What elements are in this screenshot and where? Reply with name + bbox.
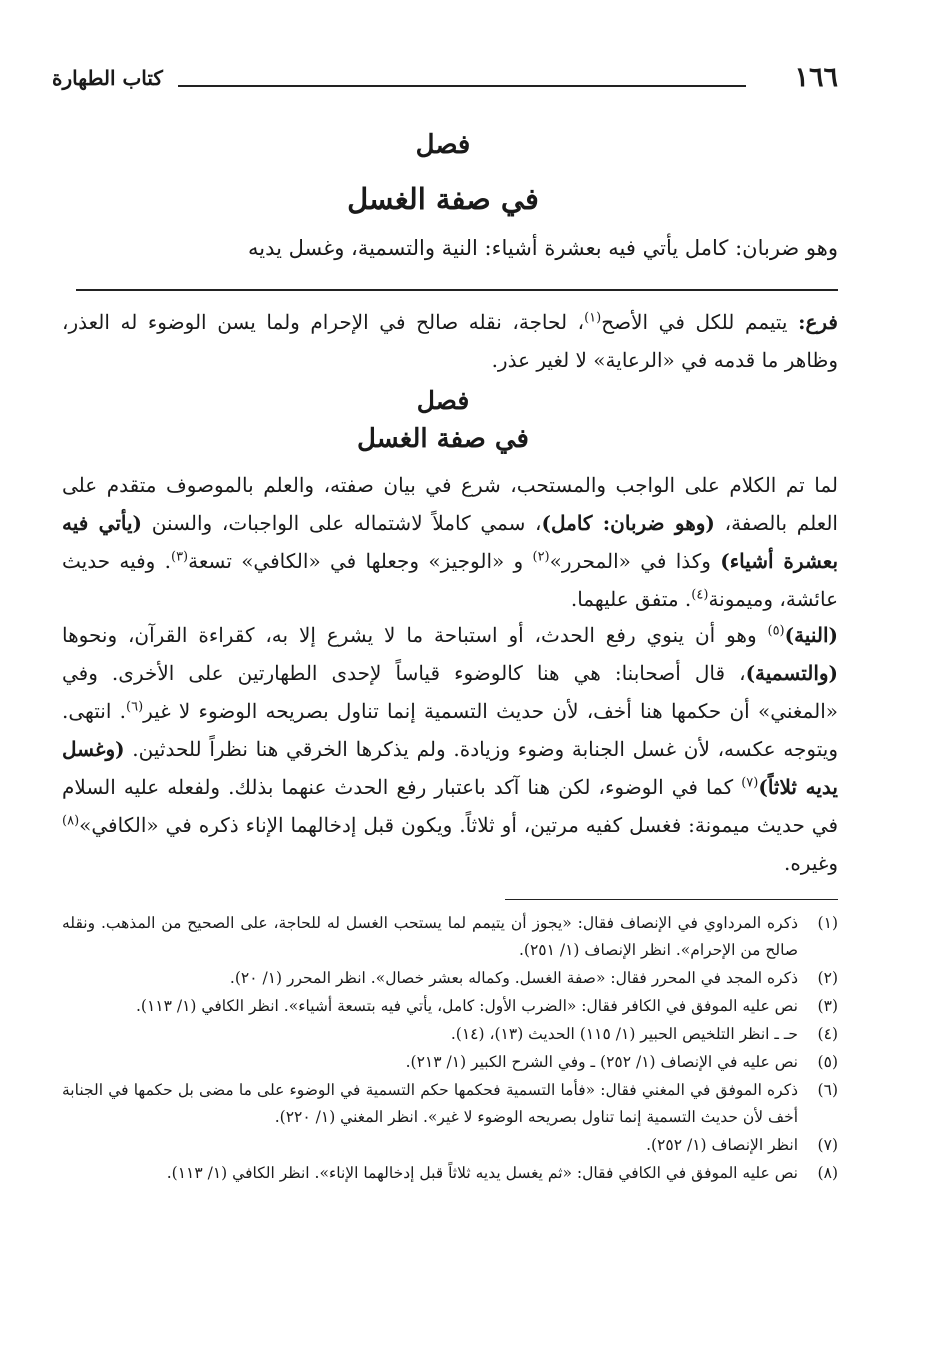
matn-heading-fasl: فصل bbox=[415, 130, 471, 160]
matn-quote: (وهو ضربان: كامل) bbox=[541, 511, 715, 535]
footnote-number: (٦) bbox=[817, 1081, 838, 1099]
footnote-text: نص عليه الموفق في الكافي فقال: «ثم يغسل يديه ثلاثاً قبل إدخالهما الإناء». انظر الكافي (١/ ١١٣). bbox=[166, 1164, 798, 1182]
matn-quote: (وغسل يديه ثلاثاً) bbox=[62, 737, 838, 799]
footnote bbox=[62, 910, 838, 964]
far-label: فرع: bbox=[798, 310, 838, 334]
footnote bbox=[62, 1049, 838, 1076]
footnote-text: ذكره المرداوي في الإنصاف فقال: «يجوز أن يتيمم لما يستحب الغسل له للحاجة، على الصحيح من المذهب. ونقله صالح من الإحرام». انظر الإنصاف (١/ ٢٥١). bbox=[62, 914, 798, 959]
footnotes bbox=[62, 910, 838, 1188]
footnote-number: (٢) bbox=[817, 969, 838, 987]
footnote bbox=[62, 1132, 838, 1159]
footnote-ref-3: (٣) bbox=[170, 549, 189, 565]
footnote-ref-1: (١) bbox=[584, 310, 602, 326]
footnote-ref-6: (٦) bbox=[126, 699, 144, 715]
far-paragraph: فرع: يتيمم للكل في الأصح$^{(١)}$، لحاجة، نقله صالح في الإحرام ولما يسن الوضوء له العذر، وظاهر ما قدمه في «الرعاية» لا لغير عذر. bbox=[62, 310, 838, 372]
page-number: ١٦٦ bbox=[794, 62, 838, 93]
matn-quote: (النية) bbox=[784, 623, 838, 647]
commentary-paragraph-2: (النية)$^{(٥)}$ وهو أن ينوي رفع الحدث، أو استباحة ما لا يشرع إلا به، كقراءة القرآن، ونحوها (والتسمية)، قال أصحابنا: هي هنا كالوضوء قياساً لإحدى الطهارتين على الأخرى. وفي «المغني» أن حكمها هنا أخف، لأن حديث التسمية إنما تناول بصريحه الوضوء لا غير$^{(٦)}$. انتهى. ويتوجه عكسه، لأن غسل الجنابة وضوء وزيادة. ولم يذكرها الخرقي هنا نظراً للحدثين. (وغسل يديه ثلاثاً)$^{(٧)}$ كما في الوضوء، لكن هنا آكد باعتبار رفع الحدث عنهما بذلك. ولفعله عليه السلام في حديث ميمونة: فغسل كفيه مرتين، أو ثلاثاً. ويكون قبل إدخالهما الإناء ذكره في «الكافي»$^{(٨)}$ وغيره. bbox=[62, 623, 839, 875]
footnote-text: حـ ـ انظر التلخيص الحبير (١/ ١١٥) الحديث (١٣)، (١٤). bbox=[450, 1025, 798, 1043]
section-heading-title: في صفة الغسل bbox=[357, 424, 529, 454]
footnote-ref-8: (٨) bbox=[62, 813, 80, 829]
running-header bbox=[48, 58, 838, 98]
footnote-number: (١) bbox=[817, 914, 838, 932]
footnote-ref-7: (٧) bbox=[741, 775, 759, 791]
footnote bbox=[62, 1021, 838, 1048]
footnote-number: (٣) bbox=[817, 997, 838, 1015]
matn-separator-rule bbox=[76, 289, 838, 291]
footnote-text: نص عليه الموفق في الكافر فقال: «الضرب الأول: كامل، يأتي فيه بتسعة أشياء». انظر الكافي (١/ ١١٣). bbox=[135, 997, 798, 1015]
matn-heading-title: في صفة الغسل bbox=[347, 182, 539, 216]
footnote bbox=[62, 993, 838, 1020]
footnote bbox=[62, 1077, 838, 1131]
footnote bbox=[62, 1160, 838, 1187]
matn-quote: (والتسمية) bbox=[745, 661, 838, 685]
footnote bbox=[62, 965, 838, 992]
footnote-ref-2: (٢) bbox=[532, 549, 550, 565]
footnote-ref-4: (٤) bbox=[691, 587, 709, 603]
book-title: كتاب الطهارة bbox=[52, 66, 163, 90]
footnote-ref-5: (٥) bbox=[767, 623, 785, 639]
section-heading-fasl: فصل bbox=[416, 386, 470, 415]
footnote-text: ذكره المجد في المحرر فقال: «صفة الغسل. وكماله بعشر خصال». انظر المحرر (١/ ٢٠). bbox=[229, 969, 798, 987]
footnote-text: نص عليه في الإنصاف (١/ ٢٥٢) ـ وفي الشرح الكبير (١/ ٢١٣). bbox=[405, 1053, 798, 1071]
footnote-number: (٧) bbox=[817, 1136, 838, 1154]
matn-text: وهو ضربان: كامل يأتي فيه بعشرة أشياء: النية والتسمية، وغسل يديه bbox=[247, 236, 838, 260]
footnote-number: (٤) bbox=[817, 1025, 838, 1043]
footnote-number: (٨) bbox=[817, 1164, 838, 1182]
header-rule bbox=[178, 85, 746, 87]
footnote-text: انظر الإنصاف (١/ ٢٥٢). bbox=[646, 1136, 798, 1154]
footnote-text: ذكره الموفق في المغني فقال: «فأما التسمية فحكمها حكم التسمية في الوضوء على ما مضى بل حكمها في الجنابة أخف لأن حديث التسمية إنما تناول بصريحه الوضوء لا غير». انظر المغني (١/ ٢٢٠). bbox=[62, 1081, 798, 1126]
commentary-paragraph-1: لما تم الكلام على الواجب والمستحب، شرع في بيان صفته، والعلم بالموصوف متقدم على العلم بالصفة، (وهو ضربان: كامل)، سمي كاملاً لاشتماله على الواجبات، والسنن (يأتي فيه بعشرة أشياء) وكذا في «المحرر»$^{(٢)}$ و «الوجيز» وجعلها في «الكافي» تسعة$^{(٣)}$. وفيه حديث عائشة، وميمونة$^{(٤)}$. متفق عليهما. bbox=[62, 473, 839, 611]
footnote-separator bbox=[505, 899, 838, 900]
matn-quote: (يأتي فيه بعشرة أشياء) bbox=[62, 511, 839, 573]
footnote-number: (٥) bbox=[817, 1053, 838, 1071]
